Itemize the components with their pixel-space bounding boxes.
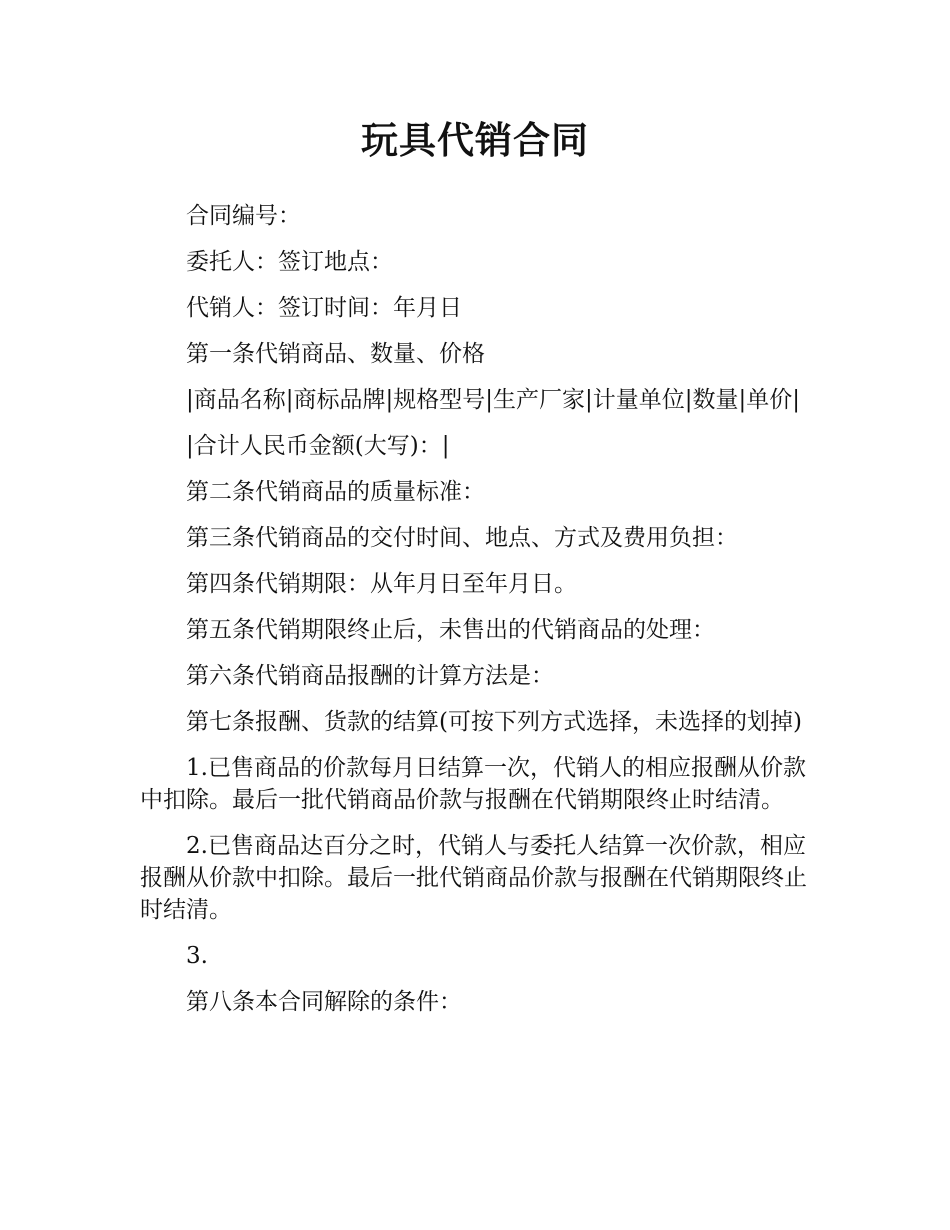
article-7-option-3: 3. xyxy=(186,943,208,969)
goods-table-header-row: |商品名称|商标品牌|规格型号|生产厂家|计量单位|数量|单价| xyxy=(186,387,800,413)
document-body xyxy=(140,200,812,1032)
article-7: 第七条报酬、货款的结算(可按下列方式选择，未选择的划掉) xyxy=(186,709,802,735)
contract-number-line: 合同编号： xyxy=(186,203,301,229)
article-5: 第五条代销期限终止后，未售出的代销商品的处理： xyxy=(186,617,715,643)
principal-line: 委托人：签订地点： xyxy=(186,249,393,275)
article-4: 第四条代销期限：从年月日至年月日。 xyxy=(186,571,577,597)
article-3: 第三条代销商品的交付时间、地点、方式及费用负担： xyxy=(186,525,738,551)
goods-table-total-row: |合计人民币金额(大写)：| xyxy=(186,433,450,459)
article-2: 第二条代销商品的质量标准： xyxy=(186,479,485,505)
article-7-option-1: 1.已售商品的价款每月日结算一次，代销人的相应报酬从价款中扣除。最后一批代销商品价款与报酬在代销期限终止时结清。 xyxy=(140,755,806,813)
article-1-heading: 第一条代销商品、数量、价格 xyxy=(186,341,485,367)
article-8: 第八条本合同解除的条件： xyxy=(186,989,462,1015)
article-7-option-2: 2.已售商品达百分之时，代销人与委托人结算一次价款，相应报酬从价款中扣除。最后一批代销商品价款与报酬在代销期限终止时结清。 xyxy=(140,833,807,923)
document-title: 玩具代销合同 xyxy=(361,119,589,162)
agent-line: 代销人：签订时间：年月日 xyxy=(186,295,462,321)
article-6: 第六条代销商品报酬的计算方法是： xyxy=(186,663,554,689)
